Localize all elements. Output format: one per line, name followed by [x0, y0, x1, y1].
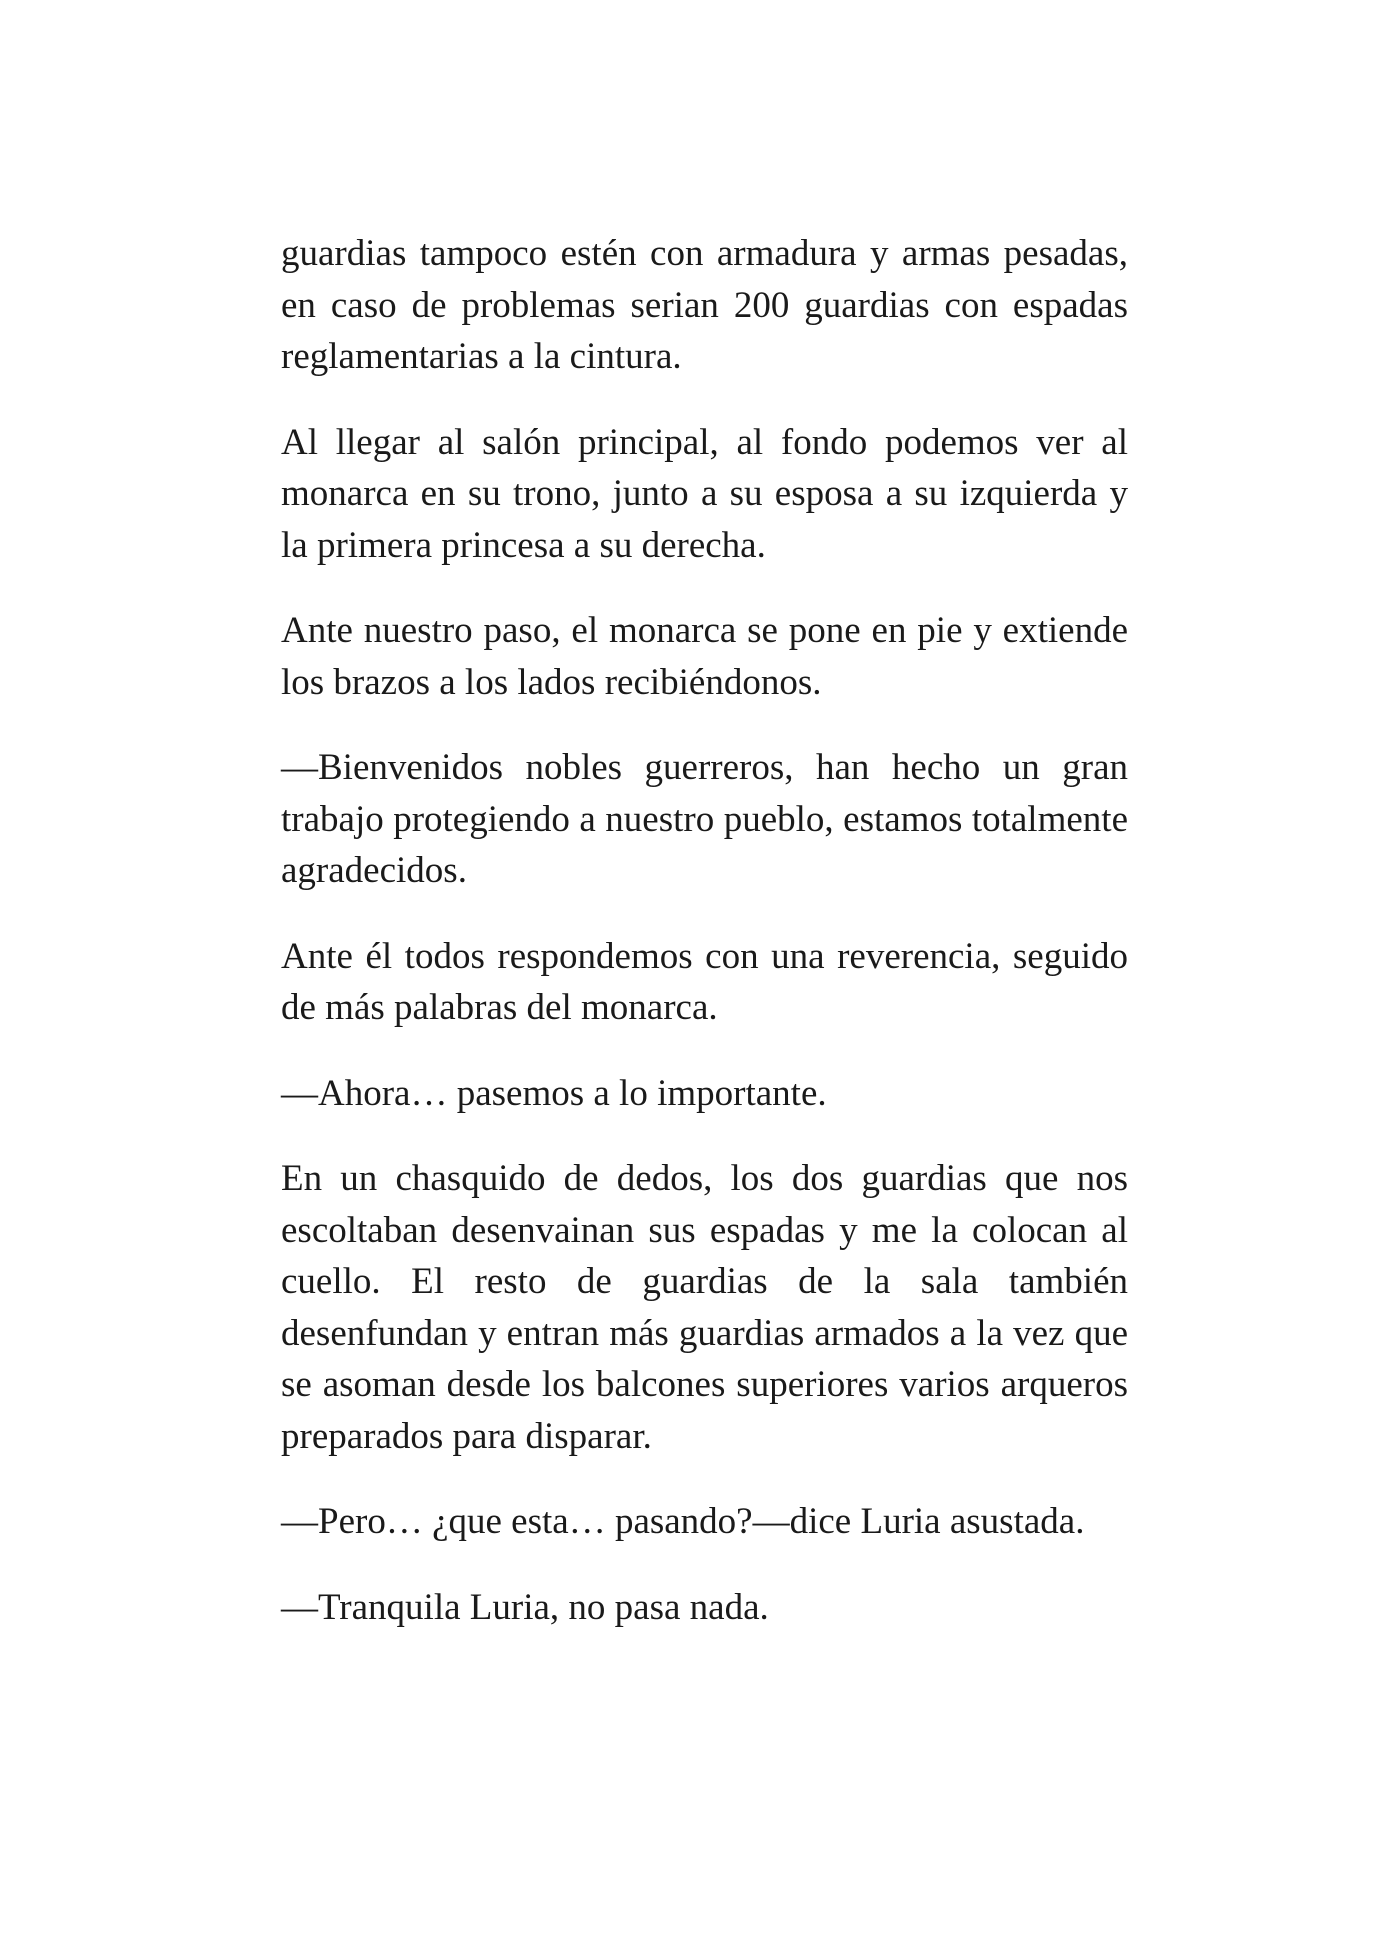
dialogue-paragraph: —Pero… ¿que esta… pasando?—dice Luria asustada. [281, 1501, 1085, 1542]
page-body-text [281, 228, 1128, 1667]
paragraph: Ante él todos respondemos con una reverencia, seguido de más palabras del monarca. [281, 935, 1128, 1028]
paragraph: Al llegar al salón principal, al fondo podemos ver al monarca en su trono, junto a su esposa a su izquierda y la primera princesa a su derecha. [281, 421, 1128, 566]
paragraph: En un chasquido de dedos, los dos guardias que nos escoltaban desenvainan sus espadas y me la colocan al cuello. El resto de guardias de la sala también desenfundan y entran más guardias armados a la vez que se asoman desde los balcones superiores varios arqueros preparados para disparar. [281, 1158, 1128, 1457]
paragraph: Ante nuestro paso, el monarca se pone en pie y extiende los brazos a los lados recibiéndonos. [281, 610, 1128, 703]
dialogue-paragraph: —Bienvenidos nobles guerreros, han hecho un gran trabajo protegiendo a nuestro pueblo, estamos totalmente agradecidos. [281, 747, 1128, 891]
dialogue-paragraph: —Tranquila Luria, no pasa nada. [281, 1586, 769, 1628]
paragraph: guardias tampoco estén con armadura y armas pesadas, en caso de problemas serian 200 guardias con espadas reglamentarias a la cintura. [281, 233, 1128, 377]
dialogue-paragraph: —Ahora… pasemos a lo importante. [281, 1072, 827, 1114]
